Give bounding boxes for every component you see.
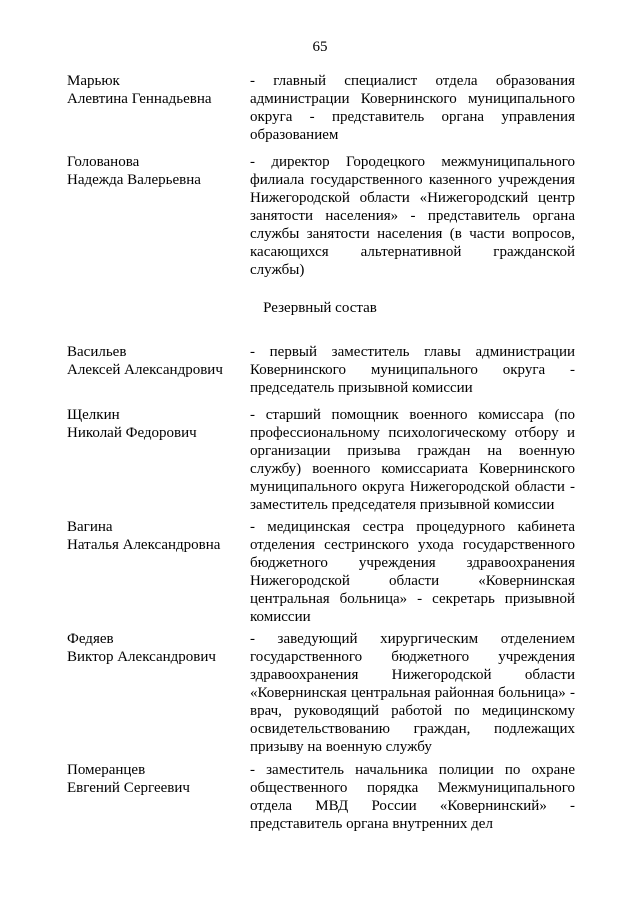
member-person [67, 761, 242, 797]
member-role: - заместитель начальника полиции по охране общественного порядка Межмуниципального отдела МВД России «Ковернинский» - представитель органа внутренних дел [250, 762, 575, 832]
member-person [67, 343, 242, 379]
member-person [67, 153, 242, 189]
member-role: - старший помощник военного комиссара (по профессиональному психологическому отбору и организации призыва граждан на военную службу) военного комиссариата Ковернинского муниципального округа Нижегородской области - заместитель председателя призывной комиссии [250, 407, 575, 513]
member-surname: Федяев [67, 631, 114, 647]
member-role: - директор Городецкого межмуниципального филиала государственного казенного учреждения Нижегородской области «Нижегородский центр занятости населения» - представитель органа службы занятости населения (в части вопросов, касающихся альтернативной гражданской службы) [250, 154, 575, 278]
member-surname: Марьюк [67, 73, 120, 89]
member-role: - главный специалист отдела образования администрации Ковернинского муниципального округа - представитель органа управления образованием [250, 73, 575, 143]
member-surname: Вагина [67, 519, 113, 535]
member-surname: Померанцев [67, 762, 146, 778]
member-role: - первый заместитель главы администрации Ковернинского муниципального округа - председатель призывной комиссии [250, 344, 575, 396]
member-role: - медицинская сестра процедурного кабинета отделения сестринского ухода государственного бюджетного учреждения здравоохранения Нижегородской области «Ковернинская центральная больница» - секретарь призывной комиссии [250, 519, 575, 625]
member-person [67, 406, 242, 442]
member-surname: Васильев [67, 344, 127, 360]
member-given-names: Алевтина Геннадьевна [67, 91, 212, 107]
member-person [67, 630, 242, 666]
member-given-names: Наталья Александровна [67, 537, 221, 553]
member-given-names: Евгений Сергеевич [67, 780, 190, 796]
member-person [67, 72, 242, 108]
member-surname: Голованова [67, 154, 140, 170]
member-role: - заведующий хирургическим отделением государственного бюджетного учреждения здравоохранения Нижегородской области «Ковернинская центральная районная больница» - врач, руководящий работой по медицинскому освидетельствованию граждан, подлежащих призыву на военную службу [250, 631, 575, 755]
reserve-section-title: Резервный состав [263, 300, 377, 316]
member-person [67, 518, 242, 554]
member-given-names: Николай Федорович [67, 425, 197, 441]
page-number: 65 [312, 39, 328, 55]
member-surname: Щелкин [67, 407, 120, 423]
member-given-names: Алексей Александрович [67, 362, 223, 378]
member-given-names: Надежда Валерьевна [67, 172, 201, 188]
member-given-names: Виктор Александрович [67, 649, 216, 665]
